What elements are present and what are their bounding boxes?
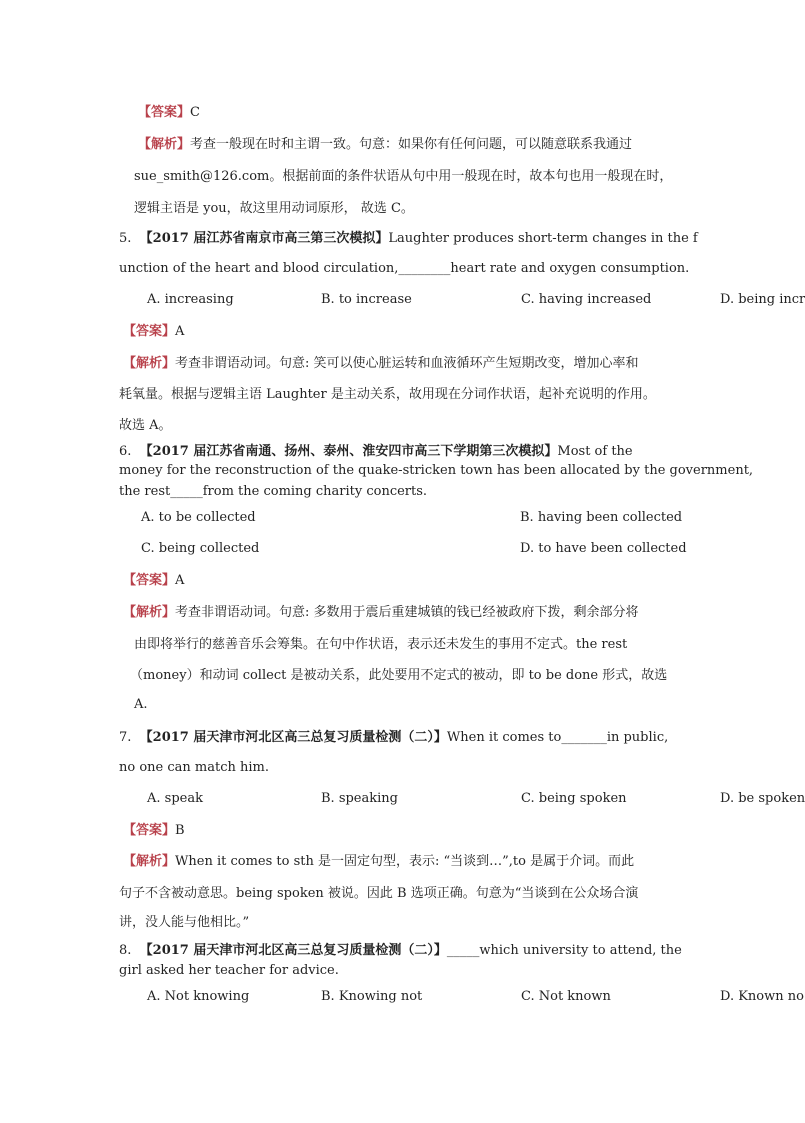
question-stem-text: Most of the	[557, 444, 633, 459]
analysis-label: 【解析】	[138, 137, 191, 152]
option-a: A. speak	[147, 791, 203, 806]
analysis-text: 耗氧量。根据与逻辑主语 Laughter 是主动关系，故用现在分词作状语，起补充说明的作用。	[119, 387, 656, 402]
question-number: 6.	[119, 444, 132, 459]
answer-label: 【答案】	[123, 823, 176, 838]
answer-line-4	[138, 104, 200, 122]
option-b: B. Knowing not	[321, 989, 423, 1004]
analysis-text: 故选 A。	[119, 418, 172, 433]
question-8-stem	[119, 942, 682, 960]
analysis-text: When it comes to sth 是一固定句型，表示: “当谈到…”,to 是属于介词。而此	[175, 854, 635, 869]
option-c: C. having increased	[521, 292, 652, 307]
analysis-text: 考查非谓语动词。句意: 笑可以使心脏运转和血液循环产生短期改变，增加心率和	[175, 356, 639, 371]
question-source: 【2017 届江苏省南京市高三第三次模拟】	[139, 231, 389, 246]
option-b: B. having been collected	[520, 510, 683, 525]
question-source: 【2017 届天津市河北区高三总复习质量检测（二）】	[139, 943, 447, 958]
question-source: 【2017 届江苏省南通、扬州、泰州、淮安四市高三下学期第三次模拟】	[139, 444, 558, 459]
analysis-text: 讲，没人能与他相比。”	[119, 915, 250, 930]
question-8-stem-cont: girl asked her teacher for advice.	[119, 963, 339, 978]
question-5-stem	[119, 230, 698, 248]
option-a: A. increasing	[147, 292, 234, 307]
analysis-text: 由即将举行的慈善音乐会筹集。在句中作状语，表示还未发生的事用不定式。the rest	[134, 637, 628, 652]
answer-label: 【答案】	[138, 105, 191, 120]
analysis-label: 【解析】	[123, 605, 176, 620]
answer-value: C	[190, 105, 200, 120]
question-number: 7.	[119, 730, 132, 745]
analysis-text: 考查非谓语动词。句意: 多数用于震后重建城镇的钱已经被政府下拨，剩余部分将	[175, 605, 639, 620]
question-number: 5.	[119, 231, 132, 246]
analysis-text: （money）和动词 collect 是被动关系，此处要用不定式的被动，即 to be done 形式，故选	[130, 668, 668, 683]
question-5-stem-cont: unction of the heart and blood circulation,________heart rate and oxygen consumption.	[119, 261, 690, 276]
question-7-stem-cont: no one can match him.	[119, 760, 269, 775]
analysis-text: A.	[134, 697, 148, 712]
analysis-text: sue_smith@126.com。根据前面的条件状语从句中用一般现在时，故本句也用一般现在时，	[134, 169, 673, 184]
question-6-stem-cont: the rest_____from the coming charity concerts.	[119, 484, 428, 499]
analysis-line	[138, 136, 632, 154]
option-b: B. speaking	[321, 791, 398, 806]
answer-line-5	[123, 323, 184, 341]
analysis-label: 【解析】	[123, 356, 176, 371]
option-b: B. to increase	[321, 292, 412, 307]
analysis-line	[123, 853, 634, 871]
question-stem-text: When it comes to_______in public,	[446, 730, 669, 745]
option-d: D. to have been collected	[520, 541, 687, 556]
analysis-label: 【解析】	[123, 854, 176, 869]
option-d: D. being incr	[720, 292, 805, 307]
answer-label: 【答案】	[123, 573, 176, 588]
question-6-stem-cont: money for the reconstruction of the quake-stricken town has been allocated by the government,	[119, 463, 754, 478]
option-d: D. Known no	[720, 989, 804, 1004]
answer-line-7	[123, 822, 185, 840]
option-c: C. being spoken	[521, 791, 627, 806]
option-a: A. Not knowing	[147, 989, 250, 1004]
answer-line-6	[123, 572, 184, 590]
question-number: 8.	[119, 943, 132, 958]
question-stem-text: _____which university to attend, the	[446, 943, 682, 958]
analysis-line	[123, 355, 639, 373]
analysis-text: 句子不含被动意思。being spoken 被说。因此 B 选项正确。句意为“当谈到在公众场合演	[119, 886, 639, 901]
analysis-text: 考查一般现在时和主谓一致。句意：如果你有任何问题，可以随意联系我通过	[190, 137, 633, 152]
answer-value: B	[175, 823, 185, 838]
analysis-line	[123, 604, 639, 622]
analysis-text: 逻辑主语是 you，故这里用动词原形， 故选 C。	[134, 201, 414, 216]
question-source: 【2017 届天津市河北区高三总复习质量检测（二）】	[139, 730, 447, 745]
answer-value: A	[175, 324, 185, 339]
answer-label: 【答案】	[123, 324, 176, 339]
question-7-stem	[119, 729, 668, 747]
answer-value: A	[175, 573, 185, 588]
option-c: C. being collected	[141, 541, 260, 556]
option-a: A. to be collected	[141, 510, 256, 525]
question-stem-text: Laughter produces short-term changes in the f	[388, 231, 698, 246]
question-6-stem	[119, 443, 633, 461]
option-c: C. Not known	[521, 989, 611, 1004]
option-d: D. be spoken	[720, 791, 805, 806]
